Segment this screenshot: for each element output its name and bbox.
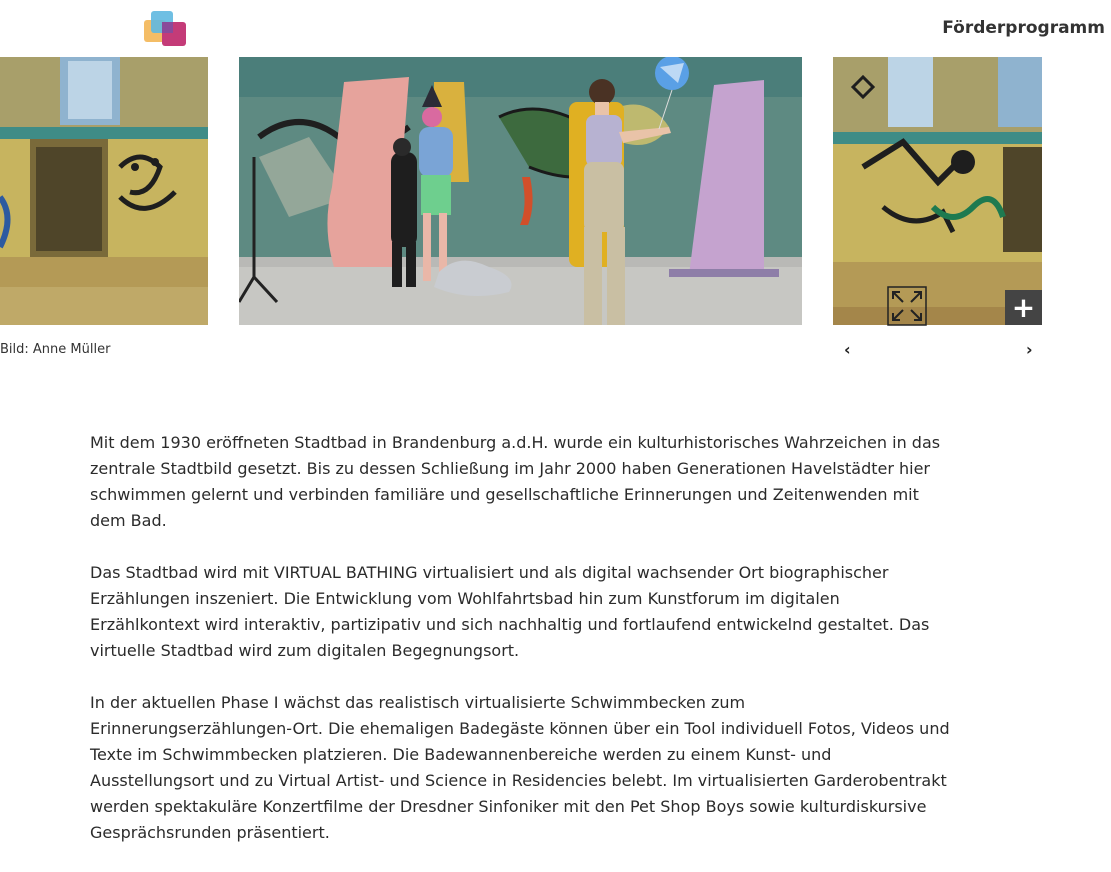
- gallery-slide-right[interactable]: [833, 57, 1042, 325]
- gallery-prev-button[interactable]: ‹: [840, 340, 855, 359]
- zoom-plus-button[interactable]: +: [1005, 290, 1042, 325]
- site-header: [0, 0, 1111, 56]
- gallery-slide-main[interactable]: [239, 57, 802, 325]
- graffiti-room-photo: [833, 57, 1042, 325]
- gallery-slide-left[interactable]: [0, 57, 208, 325]
- image-caption: Bild: Anne Müller: [0, 342, 111, 357]
- gallery-next-button[interactable]: ›: [1022, 340, 1037, 359]
- article-paragraph-1: Mit dem 1930 eröffneten Stadtbad in Brandenburg a.d.H. wurde ein kulturhistorisches Wahrzeichen in das zentrale Stadtbild gesetzt. Bis zu dessen Schließung im Jahr 2000 haben Generationen Havelstädter hier schwimmen gelernt und verbinden familiäre und gesellschaftliche Erinnerungen und Zeitenwenden mit dem Bad.: [90, 433, 941, 530]
- site-logo[interactable]: [142, 8, 190, 48]
- expand-arrows-icon[interactable]: [887, 286, 927, 326]
- overlapping-squares-logo-icon: [142, 8, 190, 48]
- article-body: [90, 430, 950, 872]
- nav-foerderprogramm-link[interactable]: Förderprogramm: [942, 18, 1105, 38]
- article-paragraph-2: Das Stadtbad wird mit VIRTUAL BATHING virtualisiert und als digital wachsender Ort biographischer Erzählungen inszeniert. Die Entwicklung vom Wohlfahrtsbad hin zum Kunstforum im digitalen Erzählkontext wird interaktiv, partizipativ und sich nachhaltig und fortlaufend entwickelnd gestaltet. Das virtuelle Stadtbad wird zum digitalen Begegnungsort.: [90, 563, 930, 660]
- performers-in-pool-photo: [239, 57, 802, 325]
- image-gallery: [0, 57, 1111, 325]
- graffiti-wall-photo: [0, 57, 208, 325]
- article-paragraph-3: In der aktuellen Phase I wächst das realistisch virtualisierte Schwimmbecken zum Erinnerungserzählungen-Ort. Die ehemaligen Badegäste können über ein Tool individuell Fotos, Videos und Texte im Schwimmbecken platzieren. Die Badewannenbereiche werden zu einem Kunst- und Ausstellungsort und zu Virtual Artist- und Science in Residencies belebt. Im virtualisierten Garderobentrakt werden spektakuläre Konzertfilme der Dresdner Sinfoniker mit den Pet Shop Boys sowie kulturdiskursive Gesprächsrunden präsentiert.: [90, 693, 950, 842]
